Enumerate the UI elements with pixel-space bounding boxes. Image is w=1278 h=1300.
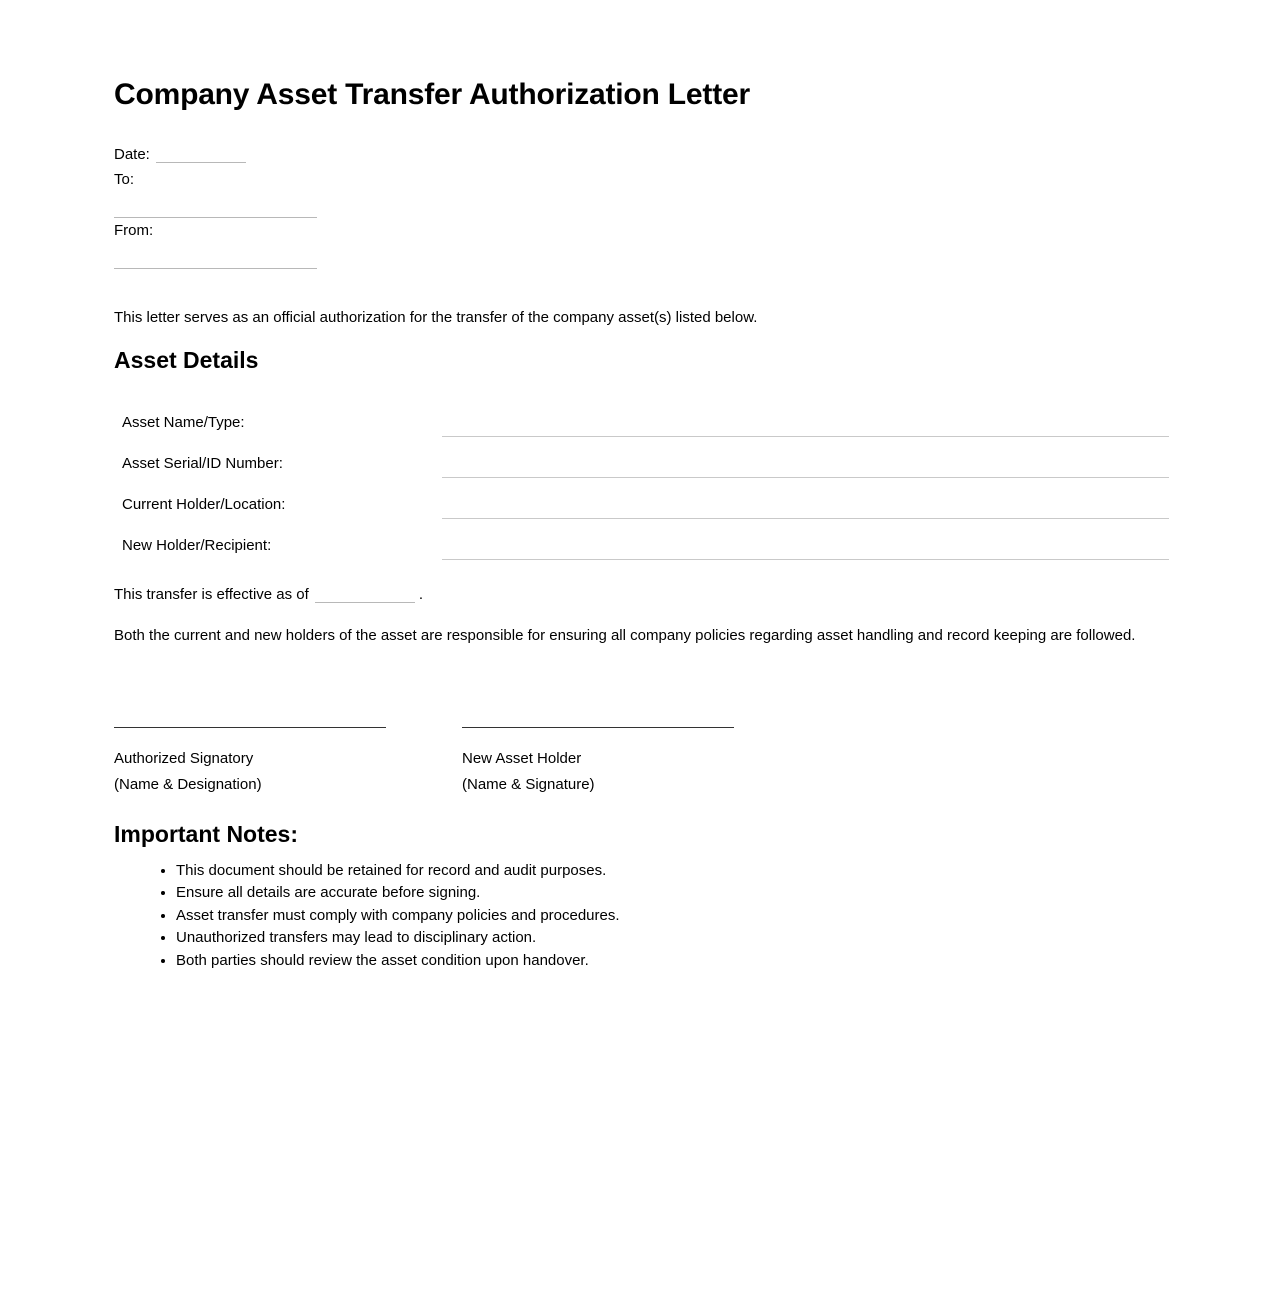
list-item: • This document should be retained for record and audit purposes. bbox=[176, 860, 1168, 883]
effective-date-input[interactable] bbox=[315, 588, 415, 603]
table-row bbox=[114, 478, 1169, 519]
new-asset-holder-sub: (Name & Signature) bbox=[462, 775, 595, 793]
new-asset-holder-label: New Asset Holder bbox=[462, 749, 582, 767]
effective-prefix: This transfer is effective as of bbox=[114, 586, 309, 604]
to-label: To: bbox=[114, 171, 135, 188]
from-field-row bbox=[114, 222, 1168, 269]
asset-name-label: Asset Name/Type: bbox=[122, 413, 245, 431]
signature-line-authorized[interactable] bbox=[114, 727, 386, 728]
table-row bbox=[114, 519, 1169, 560]
list-item: • Asset transfer must comply with company policies and procedures. bbox=[176, 905, 1168, 928]
to-input-line[interactable] bbox=[114, 216, 317, 218]
signature-block-new-holder bbox=[462, 727, 734, 793]
current-holder-label: Current Holder/Location: bbox=[122, 495, 286, 513]
new-holder-input[interactable] bbox=[442, 519, 1169, 560]
from-label: From: bbox=[114, 222, 154, 239]
from-input-line[interactable] bbox=[114, 267, 317, 269]
asset-serial-label: Asset Serial/ID Number: bbox=[122, 454, 283, 472]
list-item: • Unauthorized transfers may lead to disciplinary action. bbox=[176, 927, 1168, 950]
date-field-row bbox=[114, 146, 1168, 163]
page-title: Company Asset Transfer Authorization Letter bbox=[114, 78, 750, 111]
asset-name-input[interactable] bbox=[442, 396, 1169, 437]
intro-paragraph: This letter serves as an official authorization for the transfer of the company asset(s) listed below. bbox=[114, 309, 758, 326]
list-item: • Ensure all details are accurate before signing. bbox=[176, 882, 1168, 905]
authorized-signatory-label: Authorized Signatory bbox=[114, 749, 254, 767]
asset-serial-input[interactable] bbox=[442, 437, 1169, 478]
effective-suffix: . bbox=[418, 586, 423, 604]
responsibility-paragraph: Both the current and new holders of the asset are responsible for ensuring all company policies regarding asset handling and record keeping are followed. bbox=[114, 627, 1136, 645]
signature-line-new-holder[interactable] bbox=[462, 727, 734, 728]
to-field-row bbox=[114, 171, 1168, 218]
current-holder-input[interactable] bbox=[442, 478, 1169, 519]
authorized-signatory-sub: (Name & Designation) bbox=[114, 775, 262, 793]
table-row bbox=[114, 437, 1169, 478]
list-item: • Both parties should review the asset condition upon handover. bbox=[176, 950, 1168, 973]
important-notes-heading: Important Notes: bbox=[114, 820, 298, 847]
asset-details-heading: Asset Details bbox=[114, 346, 259, 373]
signature-block-authorized bbox=[114, 727, 386, 793]
important-notes-list bbox=[114, 860, 1168, 973]
date-label: Date: bbox=[114, 146, 150, 163]
effective-date-row bbox=[114, 586, 1168, 603]
asset-details-table bbox=[114, 396, 1169, 561]
signature-area bbox=[114, 727, 1168, 793]
table-row bbox=[114, 396, 1169, 437]
date-input-line[interactable] bbox=[156, 148, 246, 163]
new-holder-label: New Holder/Recipient: bbox=[122, 536, 272, 554]
